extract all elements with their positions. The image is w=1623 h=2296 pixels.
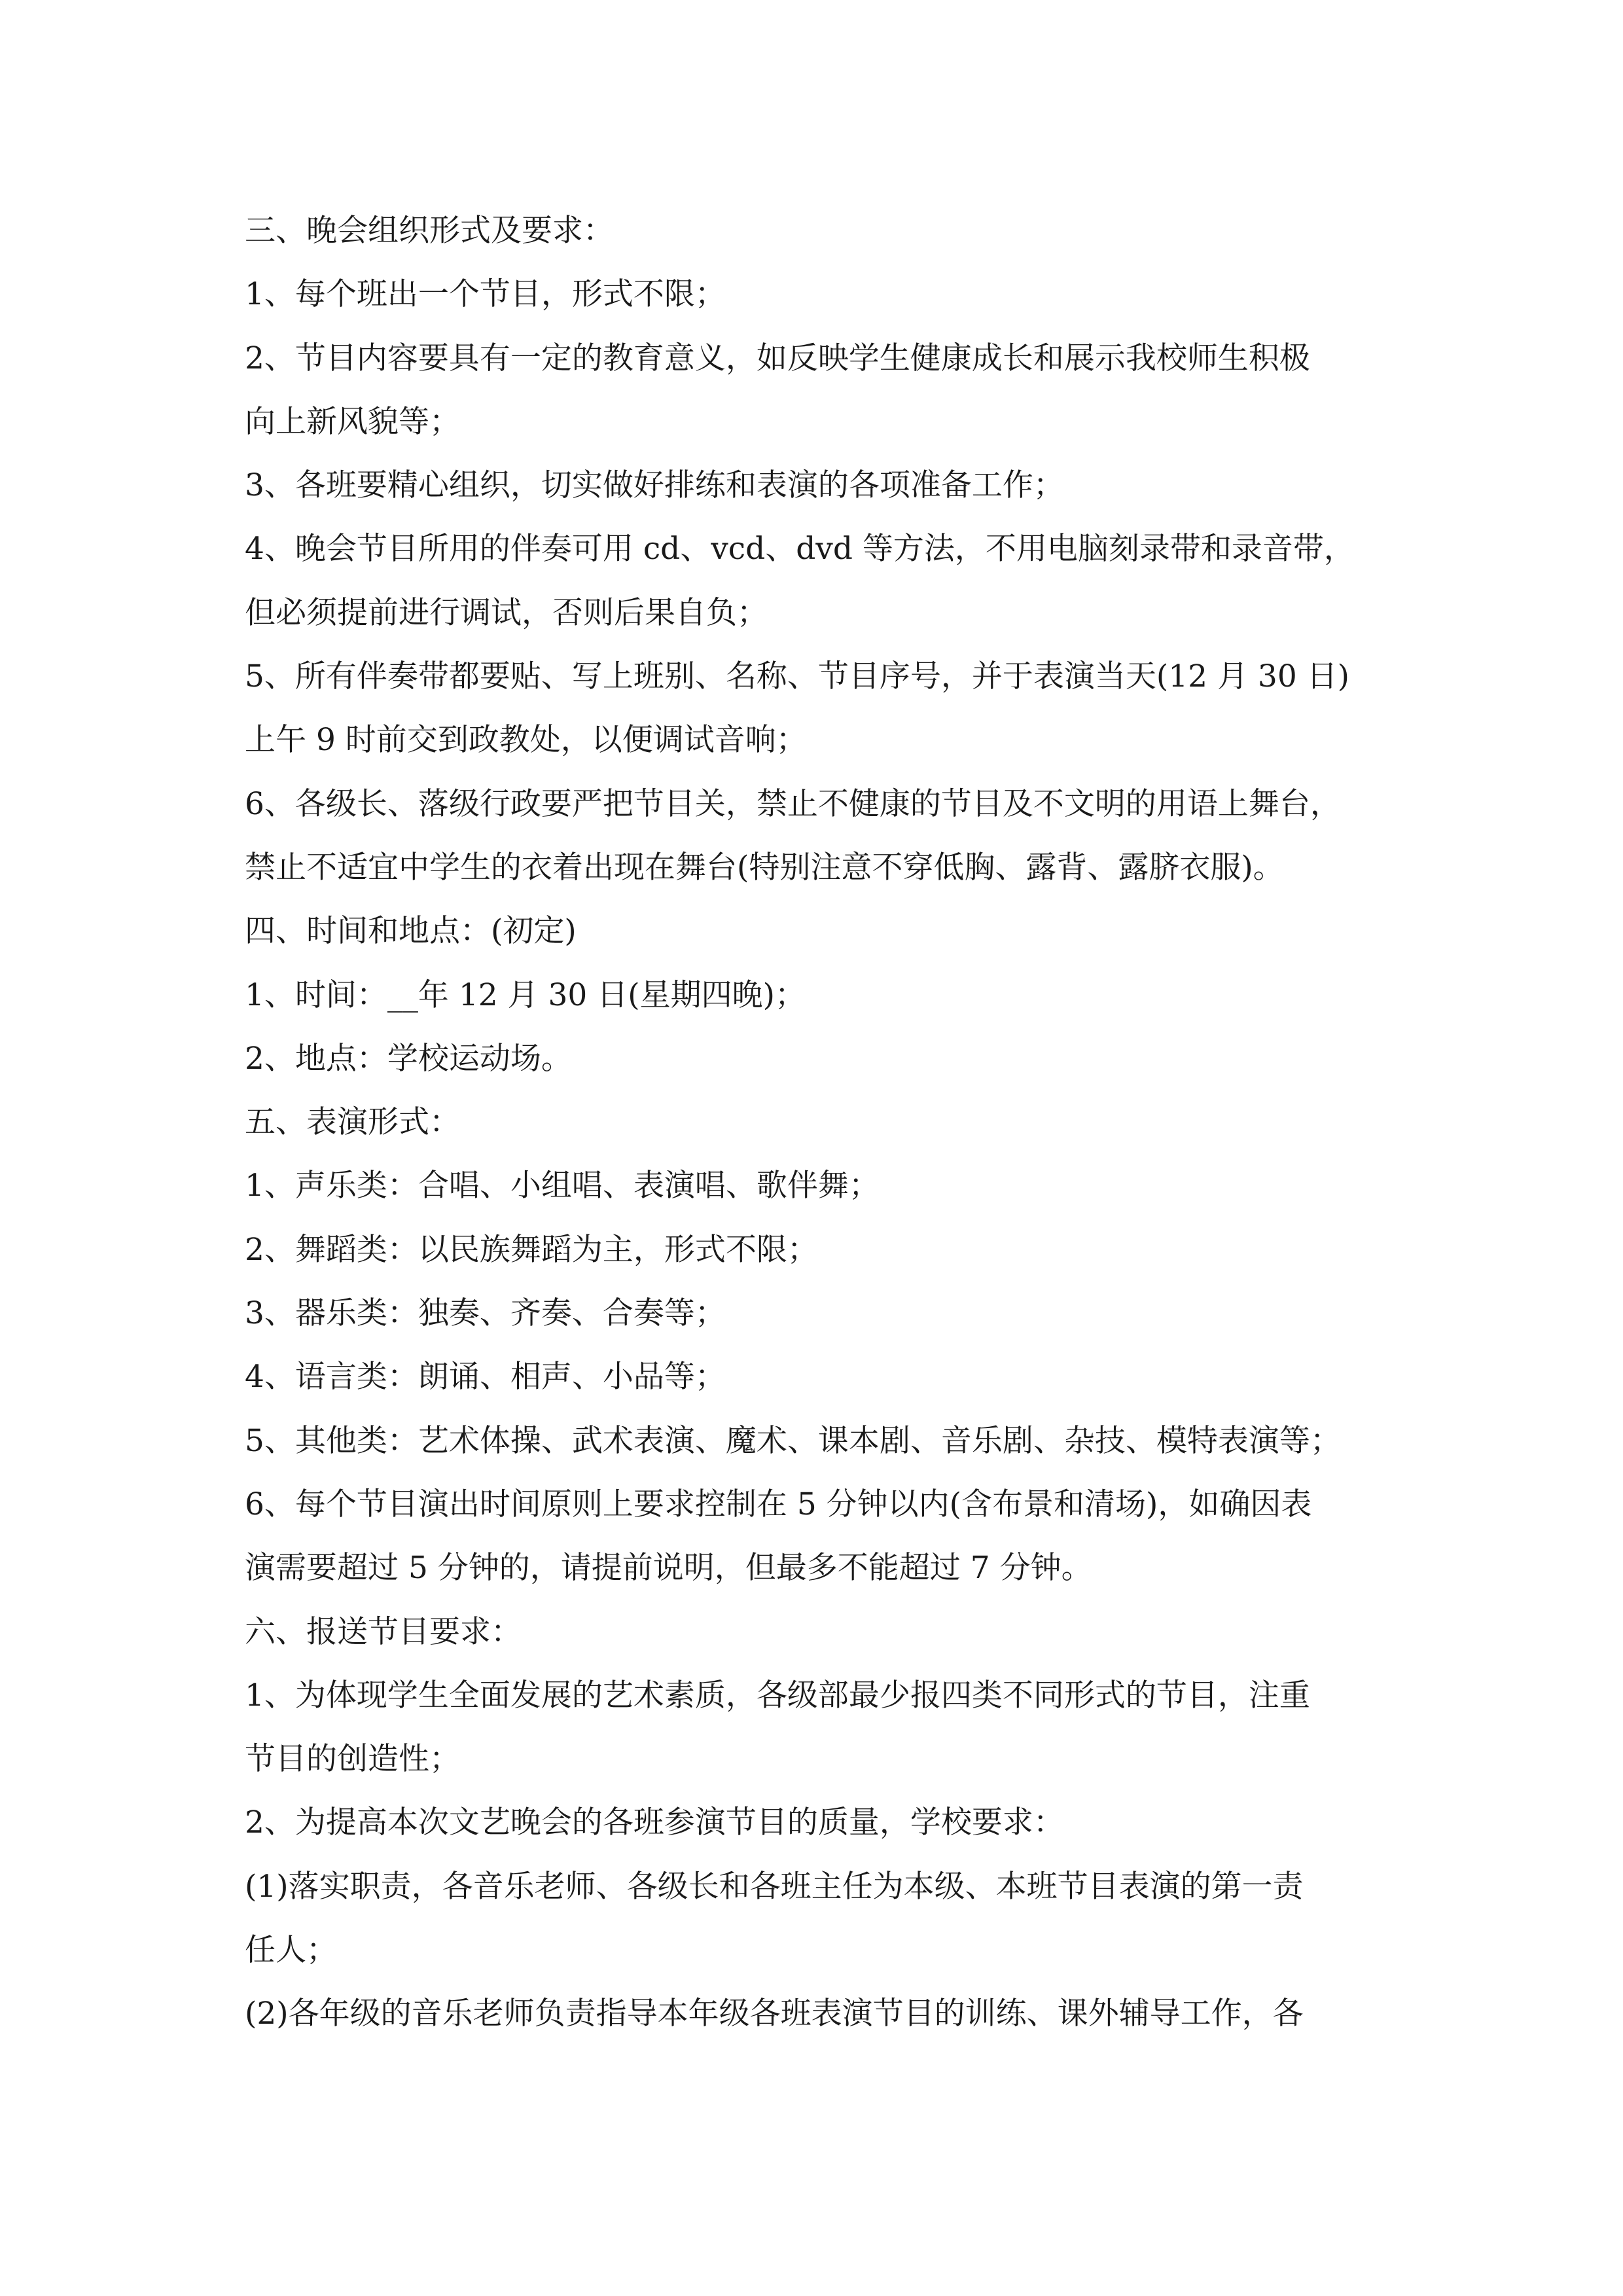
text-line: 5、其他类：艺术体操、武术表演、魔术、课本剧、音乐剧、杂技、模特表演等；: [245, 1422, 1341, 1459]
text-line: 2、舞蹈类：以民族舞蹈为主，形式不限；: [245, 1231, 818, 1268]
text-line: 演需要超过 5 分钟的，请提前说明，但最多不能超过 7 分钟。: [245, 1550, 1092, 1587]
section-heading: 五、表演形式：: [245, 1104, 460, 1141]
text-line: (1)落实职责，各音乐老师、各级长和各班主任为本级、本班节目表演的第一责: [245, 1868, 1304, 1905]
text-line: 1、时间：__年 12 月 30 日(星期四晚)；: [245, 977, 806, 1013]
text-line: 但必须提前进行调试，否则后果自负；: [245, 594, 768, 631]
section-heading: 三、晚会组织形式及要求：: [245, 213, 614, 249]
text-line: 3、器乐类：独奏、齐奏、合奏等；: [245, 1295, 726, 1332]
text-line: 3、各班要精心组织，切实做好排练和表演的各项准备工作；: [245, 467, 1064, 504]
text-line: 2、为提高本次文艺晚会的各班参演节目的质量，学校要求：: [245, 1804, 1064, 1841]
text-line: 6、各级长、落级行政要严把节目关，禁止不健康的节目及不文明的用语上舞台，: [245, 785, 1341, 822]
text-line: (2)各年级的音乐老师负责指导本年级各班表演节目的训练、课外辅导工作，各: [245, 1996, 1304, 2032]
section-heading: 六、报送节目要求：: [245, 1613, 522, 1650]
text-line: 4、晚会节目所用的伴奏可用 cd、vcd、dvd 等方法，不用电脑刻录带和录音带，: [245, 531, 1355, 567]
document-body: [245, 208, 1397, 2055]
text-line: 禁止不适宜中学生的衣着出现在舞台(特别注意不穿低胸、露背、露脐衣服)。: [245, 849, 1284, 886]
text-line: 2、地点：学校运动场。: [245, 1040, 572, 1077]
text-line: 2、节目内容要具有一定的教育意义，如反映学生健康成长和展示我校师生积极: [245, 340, 1310, 376]
text-line: 4、语言类：朗诵、相声、小品等；: [245, 1359, 726, 1395]
text-line: 1、声乐类：合唱、小组唱、表演唱、歌伴舞；: [245, 1168, 880, 1204]
text-line: 上午 9 时前交到政教处，以便调试音响；: [245, 722, 807, 759]
text-line: 6、每个节目演出时间原则上要求控制在 5 分钟以内(含布景和清场)，如确因表: [245, 1486, 1312, 1522]
text-line: 1、每个班出一个节目，形式不限；: [245, 276, 726, 313]
section-heading: 四、时间和地点：(初定): [245, 913, 577, 950]
text-line: 1、为体现学生全面发展的艺术素质，各级部最少报四类不同形式的节目，注重: [245, 1677, 1310, 1713]
text-line: 任人；: [245, 1932, 337, 1969]
text-line: 5、所有伴奏带都要贴、写上班别、名称、节目序号，并于表演当天(12 月 30 日): [245, 658, 1350, 695]
text-line: 节目的创造性；: [245, 1741, 460, 1778]
text-line: 向上新风貌等；: [245, 403, 460, 440]
